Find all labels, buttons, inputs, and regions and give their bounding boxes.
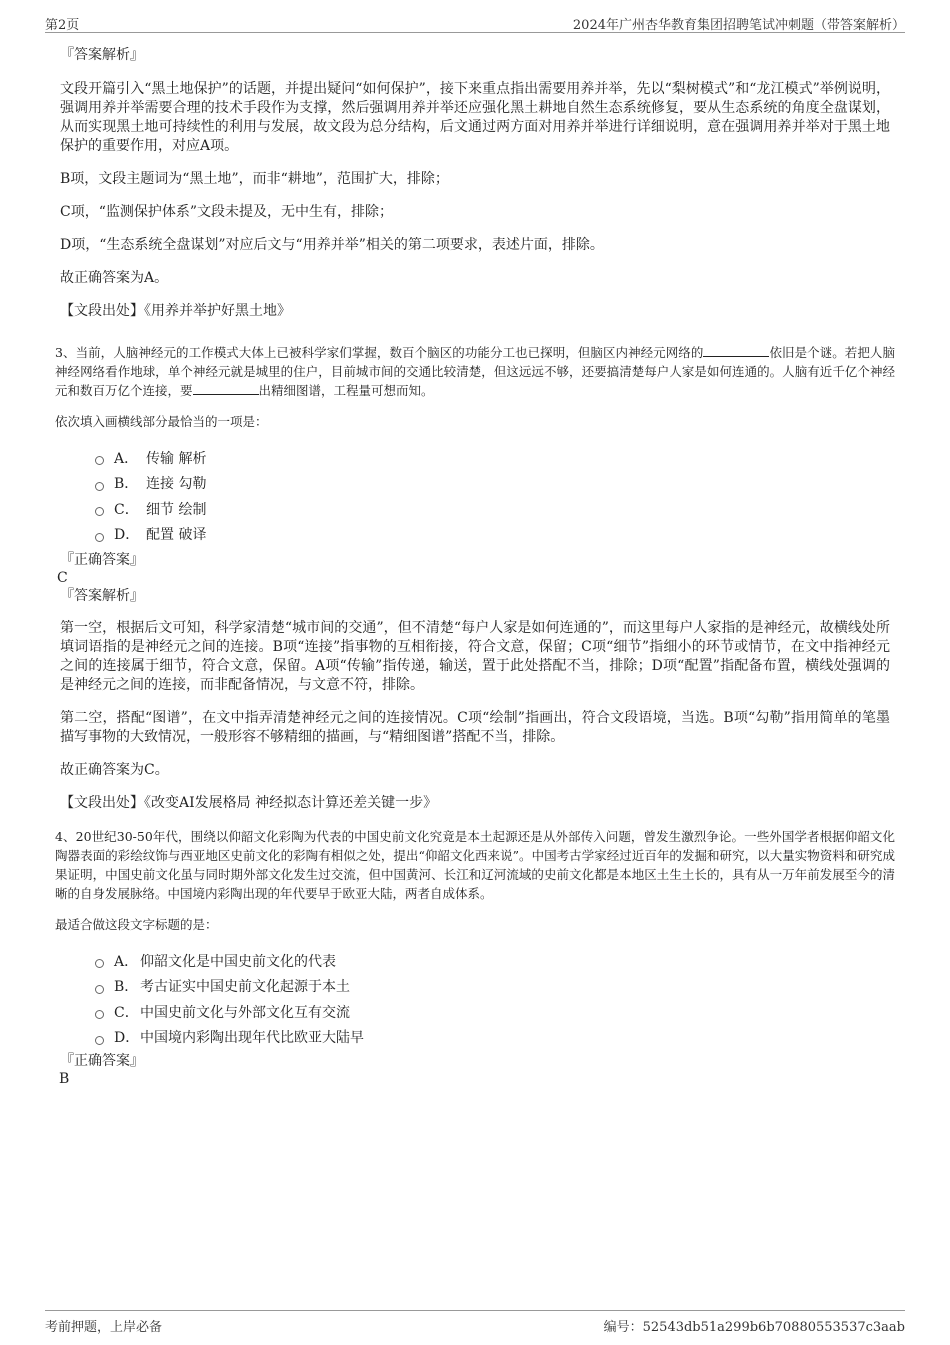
page-number: 第2页 — [45, 18, 80, 33]
question-4-prompt: 最适合做这段文字标题的是： — [55, 917, 218, 932]
radio-button[interactable] — [95, 482, 104, 491]
source-label: 【文段出处】 — [60, 795, 144, 811]
blank-line — [703, 344, 769, 357]
correct-answer-label: 『正确答案』 — [60, 1053, 144, 1069]
analysis-paragraph: 第二空，搭配“图谱”，在文中指弄清楚神经元之间的连接情况。C项“绘制”指画出，符合文段语境，当选。B项“勾勒”指用简单的笔墨描写事物的大致情况，一般形容不够精细的描画，与“精细图谱”搭配不当，排除。 — [60, 710, 890, 745]
page-header — [45, 12, 905, 33]
question-3-options — [95, 445, 895, 547]
option-b[interactable]: B． 考古证实中国史前文化起源于本土 — [95, 974, 895, 1000]
option-d[interactable]: D． 配置 破译 — [95, 522, 895, 548]
blank-line — [193, 382, 259, 395]
document-title: 2024年广州杏华教育集团招聘笔试冲刺题（带答案解析） — [572, 18, 905, 33]
analysis-label: 『答案解析』 — [60, 588, 144, 604]
radio-button[interactable] — [95, 1036, 104, 1045]
page-footer — [45, 1310, 905, 1335]
question-3-stem: 3、当前，人脑神经元的工作模式大体上已被科学家们掌握，数百个脑区的功能分工也已探明，但脑区内神经元网络的 依旧是个谜。若把人脑神经网络看作地球，单个神经元就是城里的住户，目前城市间的交通比较清楚，但这远远不够，还要搞清楚每户人家是如何连通的。人脑有近千亿个神经元和数百万亿个连接，要 出精细图谱，工程量可想而知。 — [55, 345, 895, 398]
source-line — [60, 794, 890, 813]
analysis-paragraph: D项，“生态系统全盘谋划”对应后文与“用养并举”相关的第二项要求，表述片面，排除。 — [60, 237, 604, 253]
analysis-conclusion: 故正确答案为C。 — [60, 762, 169, 778]
document-code: 编号：52543db51a299b6b70880553537c3aab — [603, 1320, 905, 1335]
source-title: 《改变AI发展格局 神经拟态计算还差关键一步》 — [144, 795, 438, 811]
correct-answer: B — [59, 1071, 70, 1087]
correct-answer-label: 『正确答案』 — [60, 552, 144, 568]
analysis-paragraph: C项，“监测保护体系”文段未提及，无中生有，排除； — [60, 204, 394, 220]
option-c[interactable]: C． 细节 绘制 — [95, 496, 895, 522]
radio-button[interactable] — [95, 456, 104, 465]
option-c[interactable]: C． 中国史前文化与外部文化互有交流 — [95, 999, 895, 1025]
option-b[interactable]: B． 连接 勾勒 — [95, 471, 895, 497]
radio-button[interactable] — [95, 985, 104, 994]
analysis-paragraph: 文段开篇引入“黑土地保护”的话题，并提出疑问“如何保护”，接下来重点指出需要用养并举，先以“梨树模式”和“龙江模式”举例说明，强调用养并举需要合理的技术手段作为支撑，然后强调用养并举还应强化黑土耕地自然生态系统修复，要从生态系统的角度全盘谋划，从而实现黑土地可持续性的利用与发展，故文段为总分结构，后文通过两方面对用养并举进行详细说明，意在强调用养并举对于黑土地保护的重要作用，对应A项。 — [60, 81, 890, 154]
source-title: 《用养并举护好黑土地》 — [144, 303, 291, 319]
radio-button[interactable] — [95, 507, 104, 516]
option-d[interactable]: D． 中国境内彩陶出现年代比欧亚大陆早 — [95, 1025, 895, 1051]
analysis-label: 『答案解析』 — [60, 47, 144, 63]
source-line — [60, 302, 890, 321]
question-3-prompt: 依次填入画横线部分最恰当的一项是： — [55, 414, 268, 429]
page-content — [55, 46, 895, 1088]
question-4-stem: 4、20世纪30-50年代，围绕以仰韶文化彩陶为代表的中国史前文化究竟是本土起源还是从外部传入问题，曾发生激烈争论。一些外国学者根据仰韶文化陶器表面的彩绘纹饰与西亚地区史前文化的彩陶有相似之处，提出“仰韶文化西来说”。中国考古学家经过近百年的发掘和研究，以大量实物资料和研究成果证明，中国史前文化虽与同时期外部文化发生过交流，但中国黄河、长江和辽河流域的史前文化都是本地区土生土长的，具有从一万年前发展至今的清晰的自身发展脉络。中国境内彩陶出现的年代要早于欧亚大陆，两者自成体系。 — [55, 829, 895, 901]
radio-button[interactable] — [95, 1010, 104, 1019]
analysis-paragraph: B项，文段主题词为“黑土地”，而非“耕地”，范围扩大，排除； — [60, 171, 449, 187]
question-4-options — [95, 948, 895, 1050]
radio-button[interactable] — [95, 959, 104, 968]
footer-slogan: 考前押题，上岸必备 — [45, 1320, 163, 1335]
analysis-conclusion: 故正确答案为A。 — [60, 270, 169, 286]
radio-button[interactable] — [95, 533, 104, 542]
analysis-paragraph: 第一空，根据后文可知，科学家清楚“城市间的交通”，但不清楚“每户人家是如何连通的”，而这里每户人家指的是神经元，故横线处所填词语指的是神经元之间的连接。B项“连接”指事物的互相衔接，符合文意，保留；C项“细节”指细小的环节或情节，在文中指神经元之间的连接属于细节，符合文意，保留。A项“传输”指传递，输送，置于此处搭配不当，排除；D项“配置”指配备布置，横线处强调的是神经元之间的连接，而非配备情况，与文意不符，排除。 — [60, 620, 890, 693]
option-a[interactable]: A． 仰韶文化是中国史前文化的代表 — [95, 948, 895, 974]
correct-answer: C — [57, 570, 68, 586]
option-a[interactable]: A． 传输 解析 — [95, 445, 895, 471]
source-label: 【文段出处】 — [60, 303, 144, 319]
